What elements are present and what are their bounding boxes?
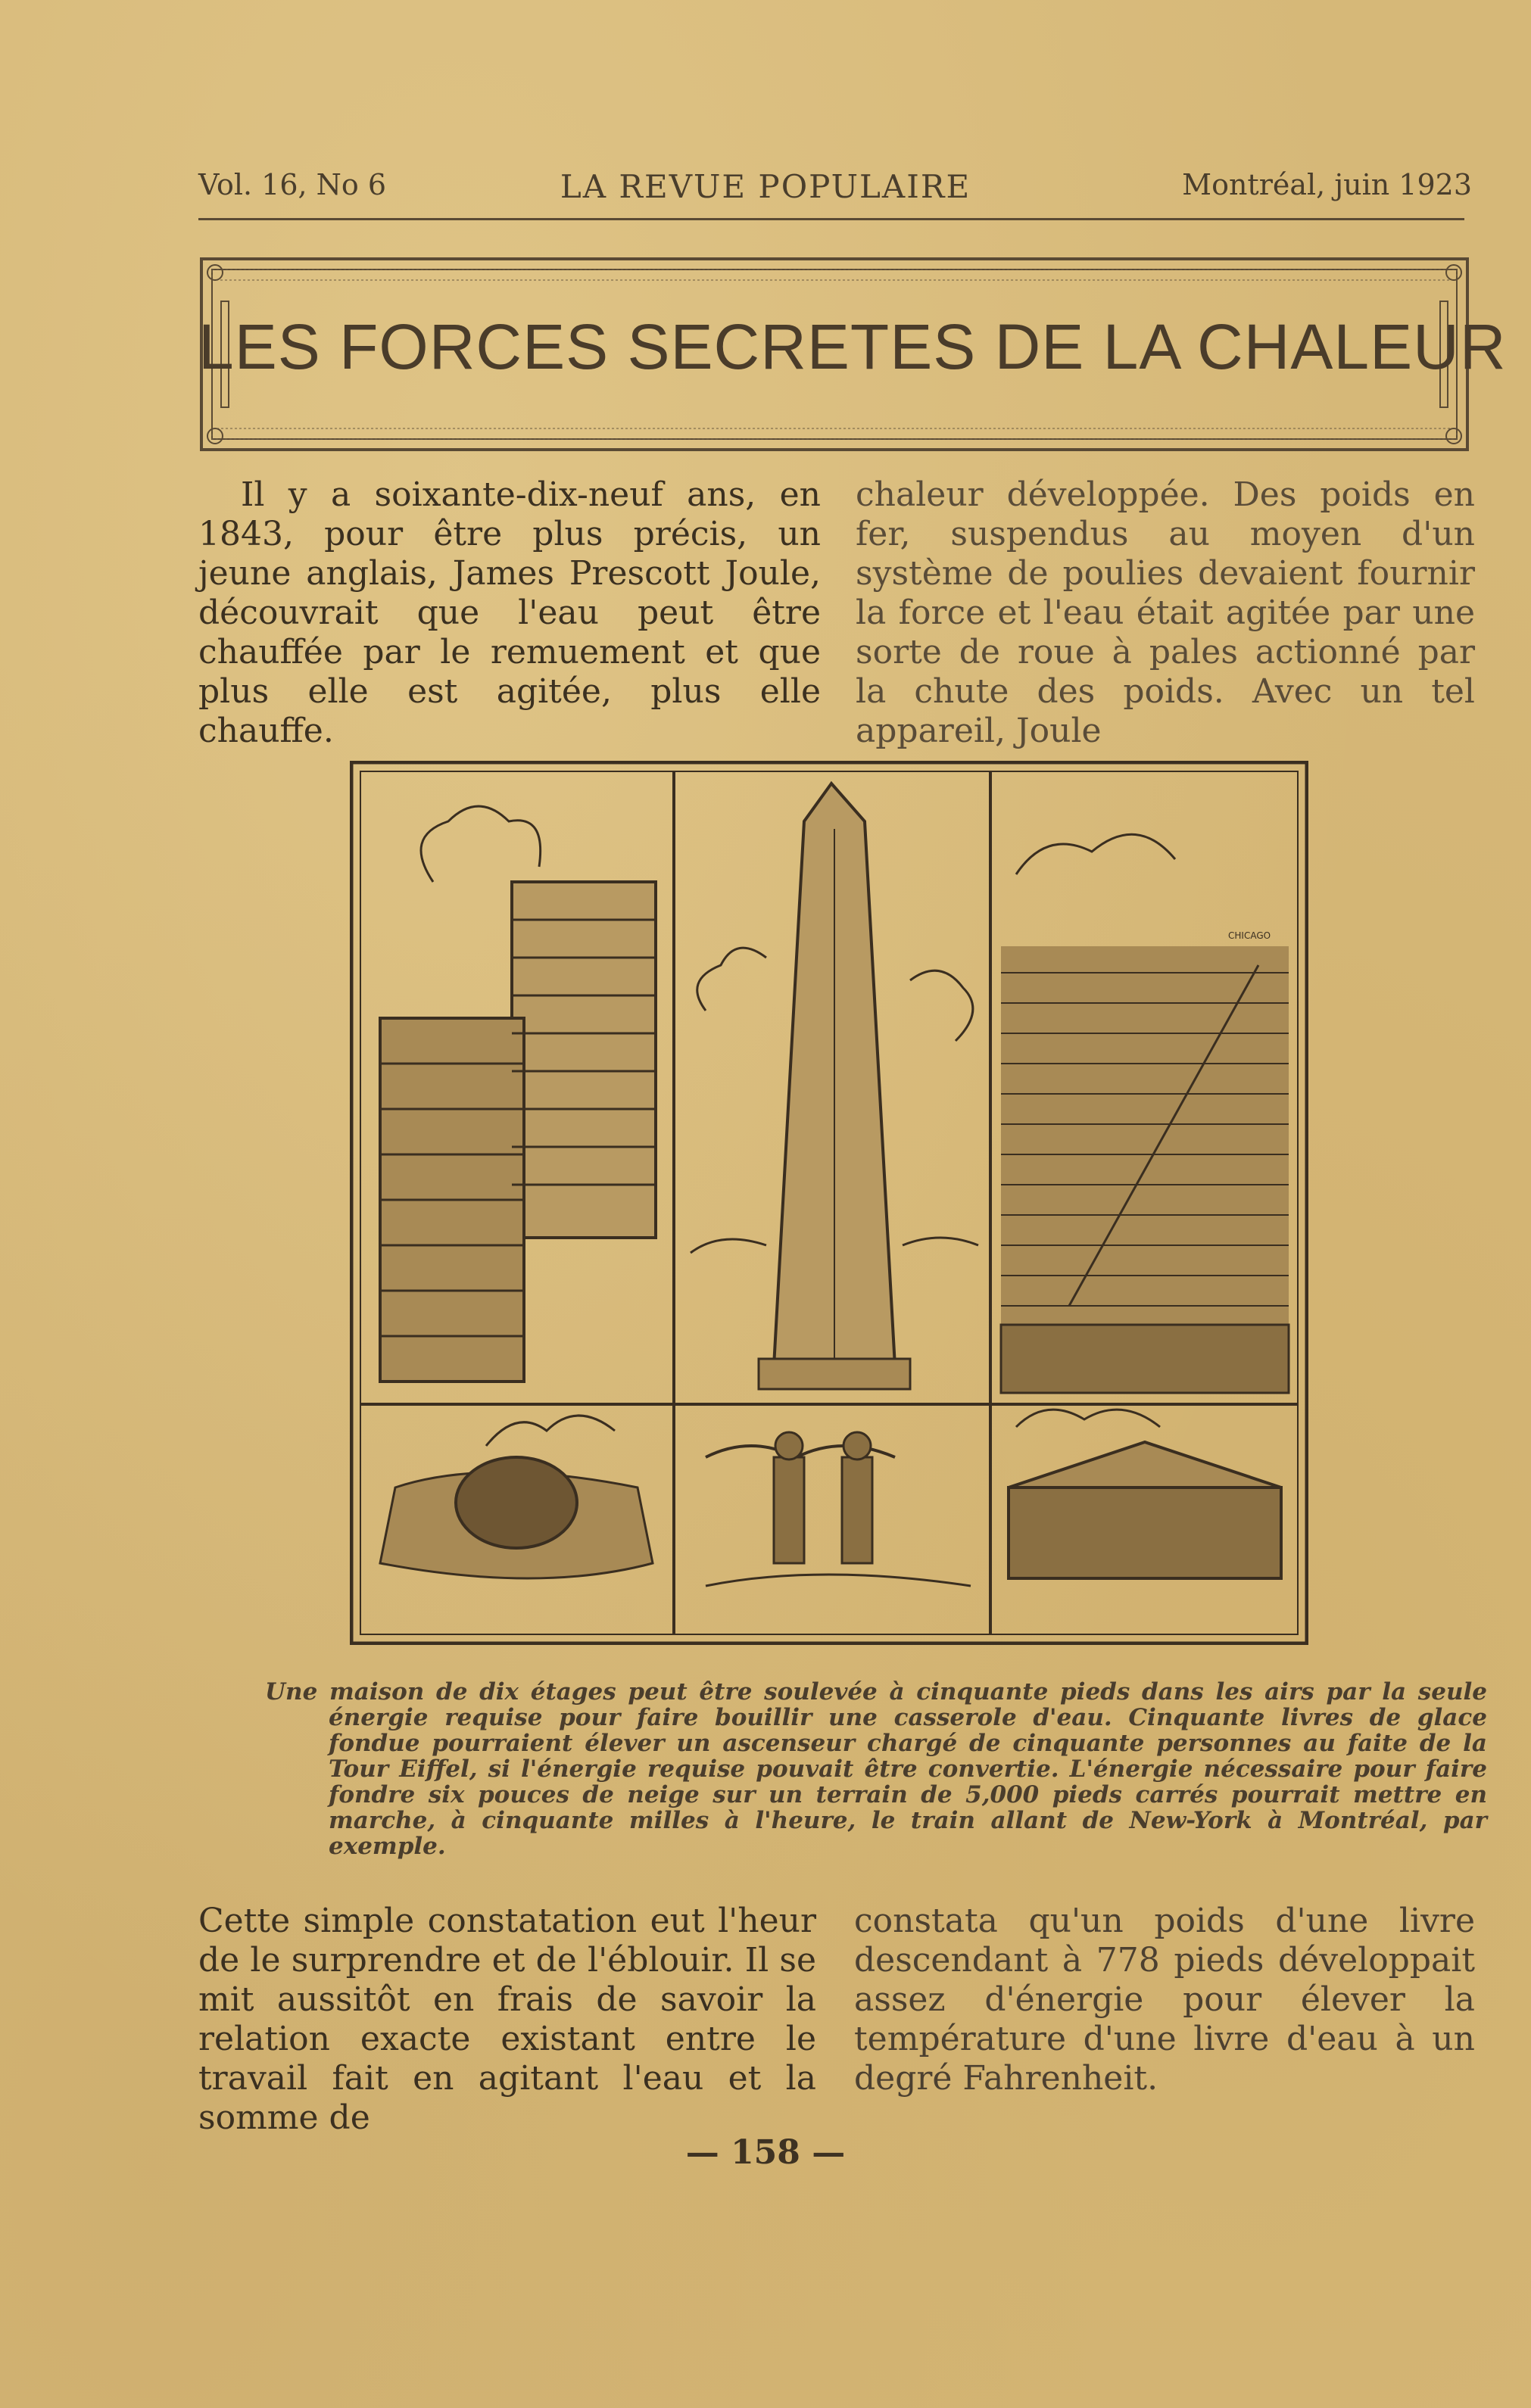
article-title: LES FORCES SECRETES DE LA CHALEUR	[198, 311, 1507, 382]
paragraph-text: constata qu'un poids d'une livre descendant à 778 pieds développait assez d'énergie pour élever la température d'une livre d'eau à un degré Fahrenheit.	[854, 1902, 1475, 2098]
header-rule	[198, 218, 1464, 220]
figure-caption: Une maison de dix étages peut être soulevée à cinquante pieds dans les airs par la seule énergie requise pour faire bouillir une casserole d'eau. Cinquante livres de glace fondue pourraient élever un ascenseur chargé de cinquante personnes au faite de la Tour Eiffel, si l'énergie requise pouvait être convertie. L'énergie nécessaire pour faire fondre six pouces de neige sur un terrain de 5,000 pieds carrés pourrait mettre en marche, à cinquante milles à l'heure, le train allant de New-York à Montréal, par exemple.	[265, 1678, 1487, 1860]
train-station-illustration	[1009, 1410, 1281, 1578]
article-paragraph-2	[856, 475, 1475, 751]
page-number: — 158 —	[685, 2133, 846, 2172]
skyscraper-illustration	[380, 806, 656, 1382]
article-paragraph-4	[854, 1902, 1475, 2098]
paragraph-text: Il y a soixante-dix-neuf ans, en 1843, pour être plus précis, un jeune anglais, James Prescott Joule, découvrait que l'eau peut être chauffée par le remuement et que plus elle est agitée, plus elle chauffe.	[198, 475, 821, 750]
paragraph-text: chaleur développée. Des poids en fer, suspendus au moyen d'un système de poulies devaient fournir la force et l'eau était agitée par une sorte de roue à pales actionné par la chute des poids. Avec un tel appareil, Joule	[856, 475, 1475, 750]
lake-chicago-illustration	[1001, 834, 1289, 1393]
header-volume: Vol. 16, No 6	[198, 168, 387, 201]
article-paragraph-3	[198, 1902, 816, 2138]
article-paragraph-1	[198, 475, 821, 751]
paragraph-text: Cette simple constatation eut l'heur de le surprendre et de l'éblouir. Il se mit aussitôt en frais de savoir la relation exacte existant entre le travail fait en agitant l'eau et la somme de	[198, 1902, 816, 2137]
people-illustration	[706, 1432, 971, 1586]
kettle-illustration	[380, 1416, 653, 1578]
header-date: Montréal, juin 1923	[1182, 168, 1472, 201]
illustration-grid	[350, 761, 1308, 1645]
header-journal-title: LA REVUE POPULAIRE	[560, 168, 971, 205]
obelisk-illustration	[691, 783, 978, 1389]
chicago-label: CHICAGO	[1228, 930, 1271, 941]
